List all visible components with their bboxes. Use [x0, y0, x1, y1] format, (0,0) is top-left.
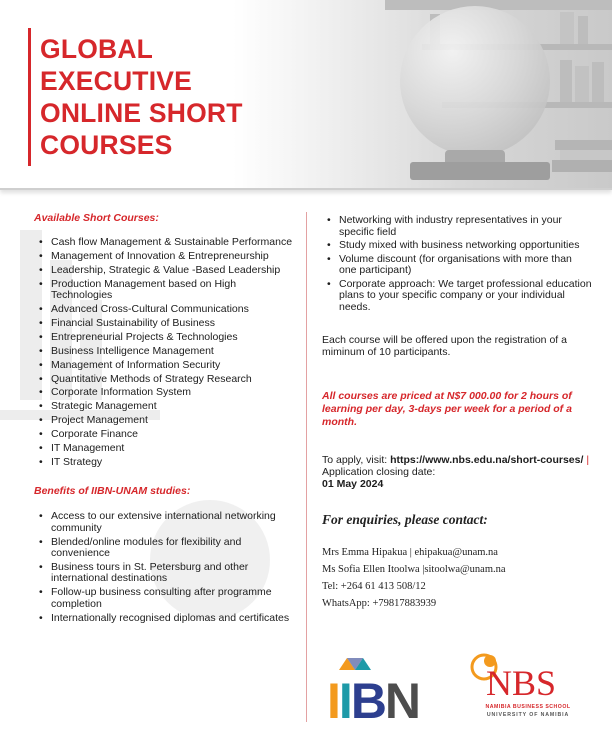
bullet-icon: • [39, 386, 43, 399]
course-item-text: Project Management [51, 414, 148, 427]
course-item [34, 346, 299, 358]
bullet-icon: • [327, 239, 331, 251]
closing-date: 01 May 2024 [322, 478, 384, 490]
benefit-item [34, 562, 299, 585]
apply-prefix: To apply, visit: [322, 454, 391, 466]
course-item [34, 387, 299, 399]
nbs-wordmark: NBS [486, 663, 557, 703]
title-line-2: EXECUTIVE [40, 66, 193, 96]
bullet-icon: • [39, 611, 43, 624]
course-item-text: Cash flow Management & Sustainable Performance [51, 236, 293, 248]
benefit-item-text: Follow-up business consulting after programme completion [51, 586, 272, 610]
feature-item-text: Corporate approach: We target professional education plans to your specific company or your individual needs. [339, 277, 592, 313]
course-item [34, 360, 299, 372]
nbs-school-name: NAMIBIA BUSINESS SCHOOL [485, 704, 571, 710]
course-item [34, 457, 299, 469]
course-item [34, 332, 299, 344]
course-item-text: Strategic Management [51, 400, 157, 413]
benefit-item-text: Internationally recognised diplomas and certificates [51, 611, 290, 624]
course-item-text: Management of Innovation & Entrepreneurship [51, 249, 269, 262]
left-column [34, 212, 299, 626]
closing-date-label: Application closing date: [322, 466, 436, 478]
bullet-icon: • [39, 455, 43, 468]
course-item-text: Management of Information Security [51, 358, 221, 371]
benefit-item-text: Blended/online modules for flexibility and convenience [51, 535, 242, 560]
course-item-text: IT Strategy [51, 455, 103, 468]
courses-heading: Available Short Courses: [34, 212, 159, 224]
feature-item-text: Volume discount (for organisations with more than one participant) [339, 252, 572, 276]
offered-text: Each course will be offered upon the registration of a miminum of 10 participants. [322, 334, 567, 358]
course-item-text: Leadership, Strategic & Value -Based Leadership [51, 263, 281, 276]
contact-whatsapp: WhatsApp: +79817883939 [322, 597, 437, 609]
title-line-4: COURSES [40, 130, 173, 160]
bullet-icon: • [39, 277, 43, 290]
benefit-item-text: Access to our extensive international networking community [51, 510, 276, 534]
bullet-icon: • [39, 303, 43, 316]
bullet-icon: • [39, 510, 43, 523]
feature-item [322, 254, 592, 277]
contact-emma: Mrs Emma Hipakua | ehipakua@unam.na [322, 546, 498, 558]
course-item [34, 251, 299, 263]
bullet-icon: • [39, 263, 43, 276]
bullet-icon: • [39, 414, 43, 427]
contact-details [322, 544, 592, 612]
feature-item [322, 279, 592, 314]
course-item-text: Quantitative Methods of Strategy Research [51, 372, 252, 385]
feature-item [322, 240, 592, 252]
course-item-text: Corporate Finance [51, 428, 138, 441]
course-item-text: Business Intelligence Management [51, 344, 214, 357]
bullet-icon: • [39, 441, 43, 454]
globe-image [400, 6, 550, 156]
bullet-icon: • [39, 586, 43, 599]
nbs-university-name: UNIVERSITY OF NAMIBIA [486, 712, 570, 718]
course-item [34, 304, 299, 316]
bullet-icon: • [39, 372, 43, 385]
title-accent-rule [28, 28, 31, 166]
feature-item-text: Networking with industry representatives in your specific field [339, 214, 562, 238]
apply-url-link[interactable]: https://www.nbs.edu.na/short-courses/ [390, 454, 584, 466]
apply-separator: | [586, 454, 590, 466]
bullet-icon: • [39, 344, 43, 357]
enquiries-heading: For enquiries, please contact: [322, 512, 488, 527]
benefit-item-text: Business tours in St. Petersburg and other international destinations [51, 560, 249, 585]
page-title [40, 33, 370, 161]
bullet-icon: • [39, 400, 43, 413]
benefit-item [34, 511, 299, 534]
pricing-text: All courses are priced at N$7 000.00 for 2 hours of learning per day, 3-days per week for a period of a month. [322, 390, 572, 428]
course-item [34, 429, 299, 441]
title-line-3: ONLINE SHORT [40, 98, 243, 128]
course-item-text: Financial Sustainability of Business [51, 316, 216, 329]
bullet-icon: • [327, 214, 331, 226]
bullet-icon: • [39, 236, 43, 248]
title-line-1: GLOBAL [40, 34, 154, 64]
course-item-text: IT Management [51, 441, 125, 454]
feature-item [322, 215, 592, 238]
iibn-wordmark: IIBN [327, 673, 420, 720]
bullet-icon: • [39, 560, 43, 573]
iibn-logo [325, 648, 445, 720]
bullet-icon: • [39, 330, 43, 343]
bullet-icon: • [327, 277, 331, 290]
bullet-icon: • [39, 535, 43, 548]
course-item-text: Advanced Cross-Cultural Communications [51, 303, 249, 316]
courses-list [34, 237, 299, 468]
bullet-icon: • [39, 249, 43, 262]
course-item [34, 279, 299, 302]
course-item [34, 265, 299, 277]
feature-item-text: Study mixed with business networking opportunities [339, 239, 580, 251]
right-column [322, 212, 592, 612]
course-item [34, 374, 299, 386]
course-item-text: Corporate Information System [51, 386, 192, 399]
benefit-item [34, 587, 299, 610]
bullet-icon: • [327, 252, 331, 265]
course-item [34, 318, 299, 330]
course-item [34, 443, 299, 455]
benefit-item [34, 537, 299, 560]
column-divider [306, 212, 307, 722]
bullet-icon: • [39, 358, 43, 371]
contact-sofia: Ms Sofia Ellen Itoolwa |sitoolwa@unam.na [322, 563, 506, 575]
bullet-icon: • [39, 428, 43, 441]
features-list [322, 215, 592, 313]
course-item-text: Entrepreneurial Projects & Technologies [51, 330, 238, 343]
course-item [34, 415, 299, 427]
benefit-item [34, 613, 299, 625]
bullet-icon: • [39, 316, 43, 329]
benefits-heading: Benefits of IIBN-UNAM studies: [34, 485, 191, 498]
course-item [34, 237, 299, 249]
contact-tel: Tel: +264 61 413 508/12 [322, 580, 426, 592]
course-item-text: Production Management based on High Technologies [51, 277, 237, 302]
course-item [34, 401, 299, 413]
benefits-list [34, 511, 299, 624]
apply-info [322, 454, 592, 490]
